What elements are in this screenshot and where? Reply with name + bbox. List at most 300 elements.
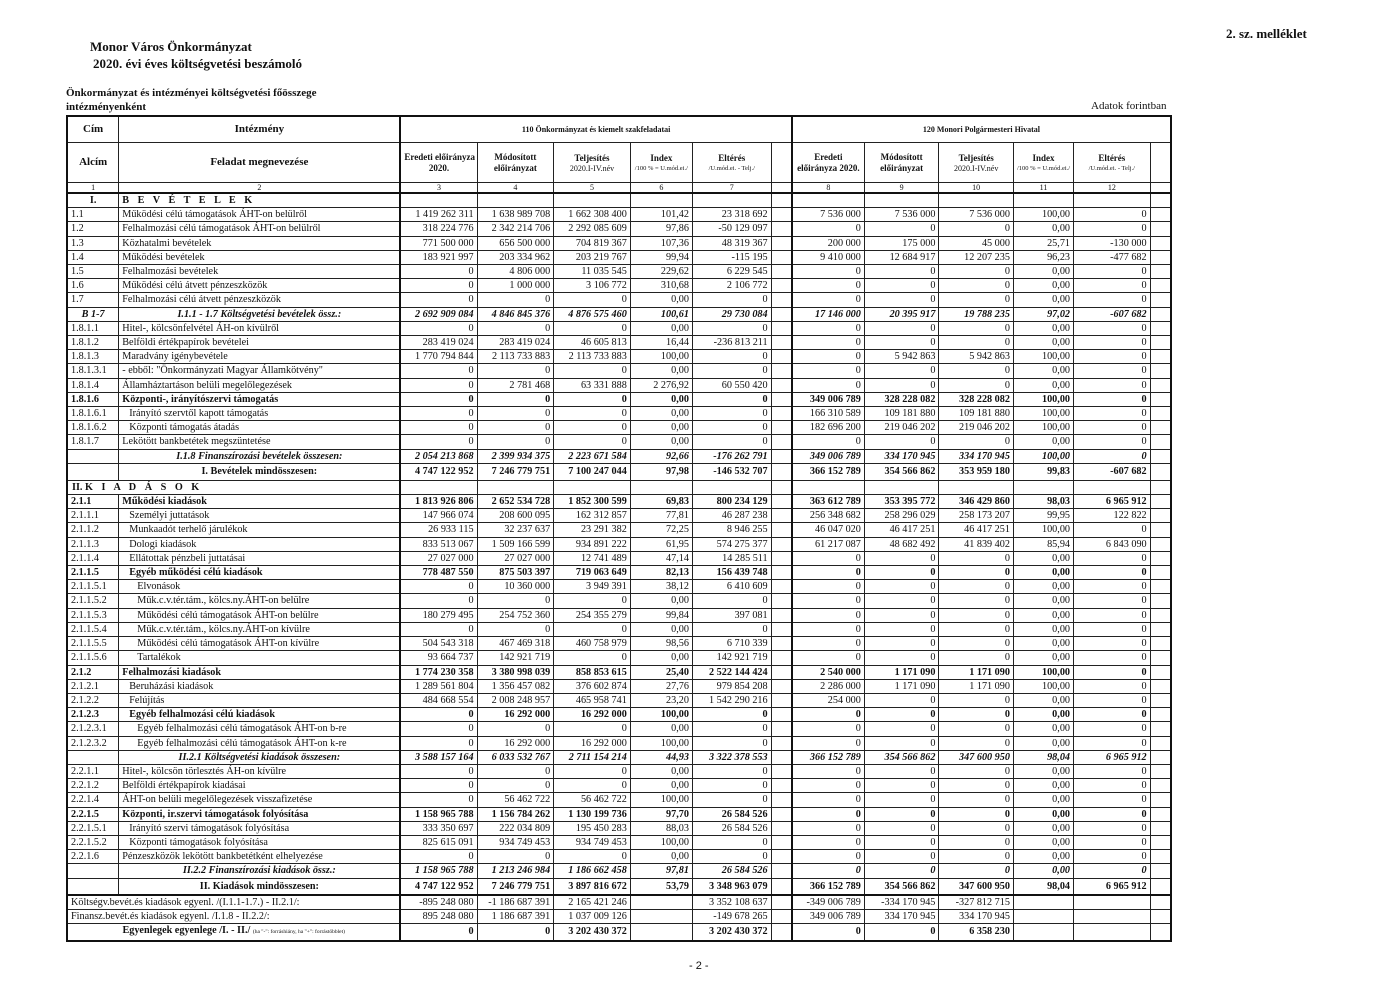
g120-eredeti: 0 [792,637,864,651]
g110-eredeti: 484 668 554 [400,693,477,707]
row-code: 2.1.1.5.3 [67,608,119,622]
g110-teljesites: 0 [554,651,631,665]
spacer-cell [771,279,792,293]
section-label: K I A D Á S O K [85,481,203,493]
g120-elteres: 0 [1074,265,1151,279]
table-row [67,665,1171,679]
g120-elteres: 0 [1074,679,1151,693]
row-code: 2.1.2.3 [67,708,119,722]
table-row [67,594,1171,608]
row-label: - ebből: "Önkormányzati Magyar Államkötvény" [119,364,401,378]
g120-elteres: 6 965 912 [1074,878,1151,895]
g110-eredeti: 895 248 080 [400,910,477,924]
g110-elteres: 3 322 378 553 [692,750,771,764]
g110-modositott: 0 [477,364,554,378]
g110-index: 100,61 [630,307,692,321]
spacer-cell [771,321,792,335]
row-label: Hitel-, kölcsönfelvétel ÁH-on kívülről [119,321,401,335]
g120-eredeti: 0 [792,924,864,941]
g120-elteres: 0 [1074,378,1151,392]
spacer-cell [771,193,792,208]
g120-eredeti: 0 [792,293,864,307]
g110-elteres: -236 813 211 [692,336,771,350]
row-code: 2.2.1.4 [67,793,119,807]
header-spacer [1150,143,1171,183]
row-code: 1.5 [67,265,119,279]
g120-teljesites: 0 [939,821,1014,835]
g120-index: 0,00 [1013,364,1073,378]
row-label: I.1.8 Finanszírozási bevételek összesen: [119,449,401,463]
row-code: 1.8.1.7 [67,435,119,449]
g110-modositott: 56 462 722 [477,793,554,807]
g110-eredeti: 0 [400,622,477,636]
g110-modositott: 0 [477,293,554,307]
g120-elteres: 0 [1074,637,1151,651]
g120-elteres: 0 [1074,821,1151,835]
spacer-cell [771,722,792,736]
g110-modositott: 7 246 779 751 [477,463,554,480]
g120-modositott: 219 046 202 [864,421,939,435]
header-column-title: Teljesítés [958,152,994,163]
table-row [67,708,1171,722]
g120-teljesites: 0 [939,321,1014,335]
table-row [67,435,1171,449]
row-code: 2.1.1.5.6 [67,651,119,665]
g110-teljesites: 0 [554,364,631,378]
row-label: B E V É T E L E K [119,193,401,208]
spacer-cell [771,265,792,279]
g110-eredeti: 1 770 794 844 [400,350,477,364]
g120-index: 0,00 [1013,835,1073,849]
g120-index: 100,00 [1013,449,1073,463]
spacer-cell [1150,421,1171,435]
g120-modositott: 0 [864,378,939,392]
g110-eredeti: 4 747 122 952 [400,878,477,895]
g110-modositott: 203 334 962 [477,250,554,264]
g110-index [630,924,692,941]
g110-index: 53,79 [630,878,692,895]
g110-eredeti: 1 419 262 311 [400,208,477,222]
header-feladat: Feladat megnevezése [119,143,401,183]
spacer-cell [771,608,792,622]
header-column-subtitle: előirányzat [493,162,537,173]
balance-note: (ha "-": forráshiány, ha "+": forrástöbblet) [252,929,345,936]
g120-modositott: 353 395 772 [864,495,939,509]
row-code: 1.8.1.6 [67,392,119,406]
g120-modositott: 0 [864,279,939,293]
g110-elteres: 0 [692,722,771,736]
row-label: Működési célú átvett pénzeszközök [119,279,401,293]
table-row [67,580,1171,594]
row-label: Munkaadót terhelő járulékok [119,523,401,537]
g120-modositott: 0 [864,364,939,378]
g120-modositott: 0 [864,321,939,335]
g110-index: 88,03 [630,821,692,835]
spacer-cell [1150,651,1171,665]
g120-eredeti: 363 612 789 [792,495,864,509]
g110-index: 98,56 [630,637,692,651]
g110-index: 0,00 [630,651,692,665]
g120-modositott: 7 536 000 [864,208,939,222]
row-code: 2.1.1.3 [67,537,119,551]
spacer-cell [771,736,792,750]
spacer-cell [1150,350,1171,364]
header-spacer [771,143,792,183]
g120-index: 98,04 [1013,750,1073,764]
g110-eredeti: 26 933 115 [400,523,477,537]
g110-elteres [692,480,771,494]
g120-eredeti: 0 [792,736,864,750]
row-label: Pénzeszközök lekötött bankbetétként elhelyezése [119,850,401,864]
g120-eredeti: 9 410 000 [792,250,864,264]
header-column-subtitle: /100 % = U.mód.ei./ [1016,164,1071,172]
unit-label: Adatok forintban [1091,100,1167,112]
row-label: Egyéb felhalmozási célú támogatások ÁHT-on k-re [119,736,401,750]
spacer-cell [1150,250,1171,264]
g110-index: 99,94 [630,250,692,264]
g120-index: 100,00 [1013,208,1073,222]
g120-eredeti: 366 152 789 [792,750,864,764]
g110-teljesites: 162 312 857 [554,509,631,523]
spacer-cell [771,449,792,463]
g120-elteres: 0 [1074,364,1151,378]
g120-teljesites: 219 046 202 [939,421,1014,435]
g110-modositott: 0 [477,924,554,941]
row-code [67,463,119,480]
g120-teljesites: 5 942 863 [939,350,1014,364]
table-row [67,750,1171,764]
g120-elteres: 0 [1074,779,1151,793]
g110-modositott: 6 033 532 767 [477,750,554,764]
g120-eredeti: 0 [792,580,864,594]
row-label: Műk.c.v.tér.tám., kölcs.ny.ÁHT-on kívülre [119,622,401,636]
header-column-title: Eltérés [1098,152,1126,163]
g120-elteres: -607 682 [1074,463,1151,480]
g110-eredeti: 0 [400,265,477,279]
g110-elteres: 8 946 255 [692,523,771,537]
row-code: 2.1.1.4 [67,551,119,565]
row-code: 2.2.1.1 [67,764,119,778]
spacer-cell [771,850,792,864]
header-column-11 [1013,143,1073,183]
g120-modositott: 0 [864,850,939,864]
spacer-cell [1150,736,1171,750]
g120-teljesites: 328 228 082 [939,392,1014,406]
g120-eredeti: 2 540 000 [792,665,864,679]
g120-teljesites: -327 812 715 [939,895,1014,910]
g120-elteres: 0 [1074,392,1151,406]
header-column-subtitle: 2020.I-IV.név [954,163,999,173]
row-label: Műk.c.v.tér.tám., kölcs.ny.ÁHT-on belülre [119,594,401,608]
g110-teljesites: 3 949 391 [554,580,631,594]
g110-teljesites: 12 741 489 [554,551,631,565]
g110-teljesites: 195 450 283 [554,821,631,835]
g120-modositott: 5 942 863 [864,350,939,364]
row-label: Belföldi értékpapírok bevételei [119,336,401,350]
row-code: 2.1.2 [67,665,119,679]
page-number: - 2 - [689,960,709,972]
row-label: Elvonások [119,580,401,594]
g120-modositott: 0 [864,637,939,651]
column-number: 12 [1074,183,1151,194]
spacer-cell [771,665,792,679]
g110-eredeti: 0 [400,364,477,378]
g120-index: 0,00 [1013,279,1073,293]
g110-modositott: 0 [477,850,554,864]
column-number: 8 [792,183,864,194]
spacer-cell [771,793,792,807]
column-number: 11 [1013,183,1073,194]
g120-index: 100,00 [1013,350,1073,364]
g110-index: 2 276,92 [630,378,692,392]
g120-elteres: 0 [1074,594,1151,608]
g120-elteres: 0 [1074,421,1151,435]
table-row [67,622,1171,636]
g120-teljesites: 0 [939,364,1014,378]
g110-eredeti: 147 966 074 [400,509,477,523]
g110-elteres: 26 584 526 [692,864,771,878]
spacer-cell [771,835,792,849]
g120-teljesites: 0 [939,435,1014,449]
g110-eredeti: 0 [400,708,477,722]
spacer-cell [1150,566,1171,580]
header-column-title: Módosított [494,151,537,162]
header-column-title: Eredeti előirányza [404,151,475,162]
g110-teljesites: 0 [554,435,631,449]
balance-label-text: Egyenlegek egyenlege /I. - II./ [122,925,251,937]
g110-eredeti: 0 [400,321,477,335]
spacer-cell [1150,693,1171,707]
g120-modositott [864,480,939,494]
g110-modositott: 1 356 457 082 [477,679,554,693]
spacer-cell [771,895,792,910]
g120-modositott: 0 [864,924,939,941]
g120-index: 0,00 [1013,864,1073,878]
row-label: Központi, ir.szervi támogatások folyósítása [119,807,401,821]
balance-label-text: Finansz.bevét.és kiadások egyenl. /I.1.8 - II.2.2/: [71,911,270,923]
row-code: 2.1.1 [67,495,119,509]
g120-elteres: 122 822 [1074,509,1151,523]
g110-elteres: 3 202 430 372 [692,924,771,941]
g110-eredeti: 3 588 157 164 [400,750,477,764]
row-code: 2.1.2.2 [67,693,119,707]
g120-eredeti: 349 006 789 [792,910,864,924]
g110-index: 97,70 [630,807,692,821]
spacer-cell [1150,463,1171,480]
g120-elteres: 0 [1074,435,1151,449]
header-column-7 [692,143,771,183]
header-column-8 [792,143,864,183]
g110-eredeti: 0 [400,722,477,736]
g110-modositott: 16 292 000 [477,708,554,722]
g110-teljesites: 2 292 085 609 [554,222,631,236]
g110-index: 0,00 [630,779,692,793]
g120-eredeti: 349 006 789 [792,449,864,463]
g110-index: 92,66 [630,449,692,463]
row-label: II.2.1 Költségvetési kiadások összesen: [119,750,401,764]
g110-teljesites: 63 331 888 [554,378,631,392]
g120-index: 0,00 [1013,850,1073,864]
g120-modositott: 0 [864,435,939,449]
g120-modositott: 0 [864,793,939,807]
g120-teljesites: 46 417 251 [939,523,1014,537]
spacer-cell [771,864,792,878]
g120-teljesites: 0 [939,736,1014,750]
g120-eredeti: 0 [792,279,864,293]
g110-eredeti: 771 500 000 [400,236,477,250]
g120-modositott: 0 [864,764,939,778]
g110-modositott: 934 749 453 [477,835,554,849]
g110-elteres: -50 129 097 [692,222,771,236]
table-row [67,421,1171,435]
g120-modositott: 0 [864,580,939,594]
g110-elteres: 0 [692,421,771,435]
g110-teljesites: 254 355 279 [554,608,631,622]
spacer-cell [771,495,792,509]
g110-elteres: 2 522 144 424 [692,665,771,679]
g110-teljesites [554,193,631,208]
spacer-cell [771,307,792,321]
g120-index [1013,480,1073,494]
header-column-title: Eredeti [814,151,843,162]
g120-index: 0,00 [1013,651,1073,665]
g110-teljesites: 0 [554,850,631,864]
g120-eredeti: 166 310 589 [792,407,864,421]
g110-eredeti: 1 158 965 788 [400,864,477,878]
spacer-cell [771,293,792,307]
row-code: 1.3 [67,236,119,250]
g120-index: 0,00 [1013,265,1073,279]
row-code: 1.2 [67,222,119,236]
g120-elteres: 0 [1074,850,1151,864]
row-label: ÁHT-on belüli megelőlegezések visszafizetése [119,793,401,807]
g110-eredeti: 1 158 965 788 [400,807,477,821]
row-code: 2.1.1.5 [67,566,119,580]
table-subtitle: Önkormányzat és intézményei költségvetési főösszege [66,87,317,99]
spacer-cell [1150,750,1171,764]
row-code: 2.1.2.3.1 [67,722,119,736]
spacer-cell [771,222,792,236]
table-row [67,509,1171,523]
table-row [67,236,1171,250]
g120-elteres: 0 [1074,764,1151,778]
column-number: 6 [630,183,692,194]
spacer-cell [1150,222,1171,236]
g120-modositott: -334 170 945 [864,895,939,910]
g110-index [630,193,692,208]
g120-eredeti: 61 217 087 [792,537,864,551]
g110-modositott: 32 237 637 [477,523,554,537]
g120-teljesites: 346 429 860 [939,495,1014,509]
g120-elteres: -477 682 [1074,250,1151,264]
g120-index [1013,895,1073,910]
g110-elteres: 574 275 377 [692,537,771,551]
header-column-title: Módosított [880,151,923,162]
g110-modositott: 0 [477,594,554,608]
spacer-cell [1150,279,1171,293]
spacer-cell [1150,537,1171,551]
g120-modositott: 0 [864,293,939,307]
table-row [67,480,1171,494]
row-label: Irányító szervi támogatások folyósítása [119,821,401,835]
g120-index: 0,00 [1013,793,1073,807]
row-code: 2.2.1.5.1 [67,821,119,835]
spacer-cell [1150,208,1171,222]
g120-elteres: 0 [1074,793,1151,807]
g110-teljesites: 0 [554,293,631,307]
g120-elteres: -607 682 [1074,307,1151,321]
row-code: 1.8.1.6.2 [67,421,119,435]
g120-eredeti: 46 047 020 [792,523,864,537]
g120-index: 100,00 [1013,392,1073,406]
g110-modositott: 0 [477,407,554,421]
row-label: Tartalékok [119,651,401,665]
g110-eredeti: 0 [400,736,477,750]
g110-teljesites: 704 819 367 [554,236,631,250]
spacer-cell [771,421,792,435]
g110-teljesites: 719 063 649 [554,566,631,580]
column-number-spacer [1150,183,1171,194]
g120-teljesites: 0 [939,622,1014,636]
row-code: 1.8.1.3 [67,350,119,364]
g110-index: 23,20 [630,693,692,707]
g120-elteres: 0 [1074,665,1151,679]
g110-modositott: 0 [477,321,554,335]
g110-modositott: 16 292 000 [477,736,554,750]
g110-index: 0,00 [630,421,692,435]
g110-elteres: 0 [692,708,771,722]
g120-elteres: 0 [1074,449,1151,463]
g120-index [1013,910,1073,924]
g110-elteres: 0 [692,364,771,378]
g110-index: 44,93 [630,750,692,764]
g110-eredeti: 0 [400,435,477,449]
g120-elteres: 0 [1074,608,1151,622]
spacer-cell [1150,307,1171,321]
g120-index: 0,00 [1013,566,1073,580]
g110-index: 72,25 [630,523,692,537]
row-code [67,864,119,878]
g120-modositott: 1 171 090 [864,665,939,679]
g120-teljesites: 0 [939,793,1014,807]
row-label: Személyi juttatások [119,509,401,523]
row-label: II. Kiadások mindösszesen: [119,878,401,895]
g110-elteres: 0 [692,736,771,750]
g120-teljesites: 347 600 950 [939,878,1014,895]
g120-index: 0,00 [1013,608,1073,622]
spacer-cell [771,350,792,364]
g120-teljesites: 334 170 945 [939,910,1014,924]
g110-elteres: 29 730 084 [692,307,771,321]
row-label: Működési célú támogatások ÁHT-on belülről [119,208,401,222]
g110-elteres: 156 439 748 [692,566,771,580]
g110-teljesites: 934 749 453 [554,835,631,849]
spacer-cell [771,679,792,693]
g110-teljesites: 4 876 575 460 [554,307,631,321]
g120-elteres: 0 [1074,736,1151,750]
row-code: 2.2.1.5.2 [67,835,119,849]
column-number-spacer [771,183,792,194]
spacer-cell [771,566,792,580]
g120-index: 97,02 [1013,307,1073,321]
table-row [67,364,1171,378]
g110-modositott: 0 [477,435,554,449]
g110-elteres: 0 [692,850,771,864]
g110-teljesites: 16 292 000 [554,708,631,722]
spacer-cell [771,750,792,764]
column-number: 1 [67,183,119,194]
spacer-cell [1150,807,1171,821]
